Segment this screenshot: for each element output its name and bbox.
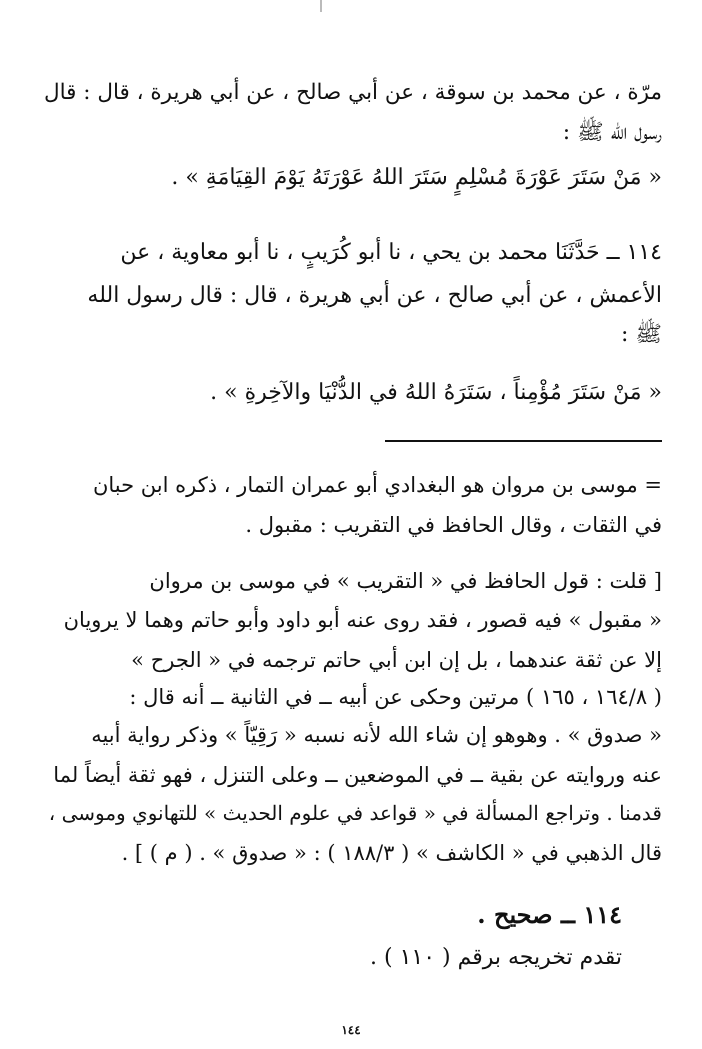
hadith-114-line-2: الأعمش ، عن أبي صالح ، عن أبي هريرة ، قال : قال رسول الله (87, 283, 662, 308)
commentary-heading: ١١٤ ــ صحيح . (477, 900, 622, 929)
hadith-114-line-3: ﷺ : (621, 322, 662, 347)
hadith-113-line-1: مرّة ، عن محمد بن سوقة ، عن أبي صالح ، عن أبي هريرة ، قال : قال (44, 80, 662, 105)
footnote-divider (385, 440, 662, 442)
hadith-114-text: « مَنْ سَتَرَ مُؤْمِناً ، سَتَرَهُ اللهُ في الدُّنْيَا والآخِرةِ » . (210, 380, 662, 405)
footnote-line-3: [ قلت : قول الحافظ في « التقريب » في موسى بن مروان (149, 569, 662, 593)
footnote-line-6: ( ١٦٤/٨ ، ١٦٥ ) مرتين وحكى عن أبيه ــ في الثانية ــ أنه قال : (129, 685, 662, 709)
hadith-113-text: « مَنْ سَتَرَ عَوْرَةَ مُسْلِمٍ سَتَرَ اللهُ عَوْرَتَهُ يَوْمَ القِيَامَةِ » . (171, 165, 662, 190)
footnote-line-5: إلا عن ثقة عندهما ، بل إن ابن أبي حاتم ترجمه في « الجرح » (131, 648, 662, 672)
scan-mark (320, 0, 322, 12)
footnote-line-7: « صدوق » . وهوهو إن شاء الله لأنه نسبه « رَقِيّاً » وذكر رواية أبيه (91, 723, 662, 747)
footnote-line-2: في الثقات ، وقال الحافظ في التقريب : مقبول . (245, 513, 662, 537)
hadith-113-line-2: رسول الله ﷺ : (562, 120, 662, 145)
commentary-text: تقدم تخريجه برقم ( ١١٠ ) . (370, 945, 622, 970)
footnote-line-4: « مقبول » فيه قصور ، فقد روى عنه أبو داود وأبو حاتم وهما لا يرويان (63, 608, 662, 632)
footnote-line-9: قدمنا . وتراجع المسألة في « قواعد في علوم الحديث » للتهانوي وموسى ، (48, 801, 662, 825)
footnote-line-1: = موسى بن مروان هو البغدادي أبو عمران التمار ، ذكره ابن حبان (92, 473, 662, 497)
page-number: ١٤٤ (341, 1023, 361, 1037)
footnote-line-10: قال الذهبي في « الكاشف » ( ١٨٨/٣ ) : « صدوق » . ( م ) ] . (121, 841, 662, 865)
hadith-114-line-1: ١١٤ ــ حَدَّثَنَا محمد بن يحي ، نا أبو كُرَيبٍ ، نا أبو معاوية ، عن (120, 240, 662, 265)
footnote-line-8: عنه وروايته عن بقية ــ في الموضعين ــ وعلى التنزل ، فهو ثقة أيضاً لما (53, 763, 662, 787)
